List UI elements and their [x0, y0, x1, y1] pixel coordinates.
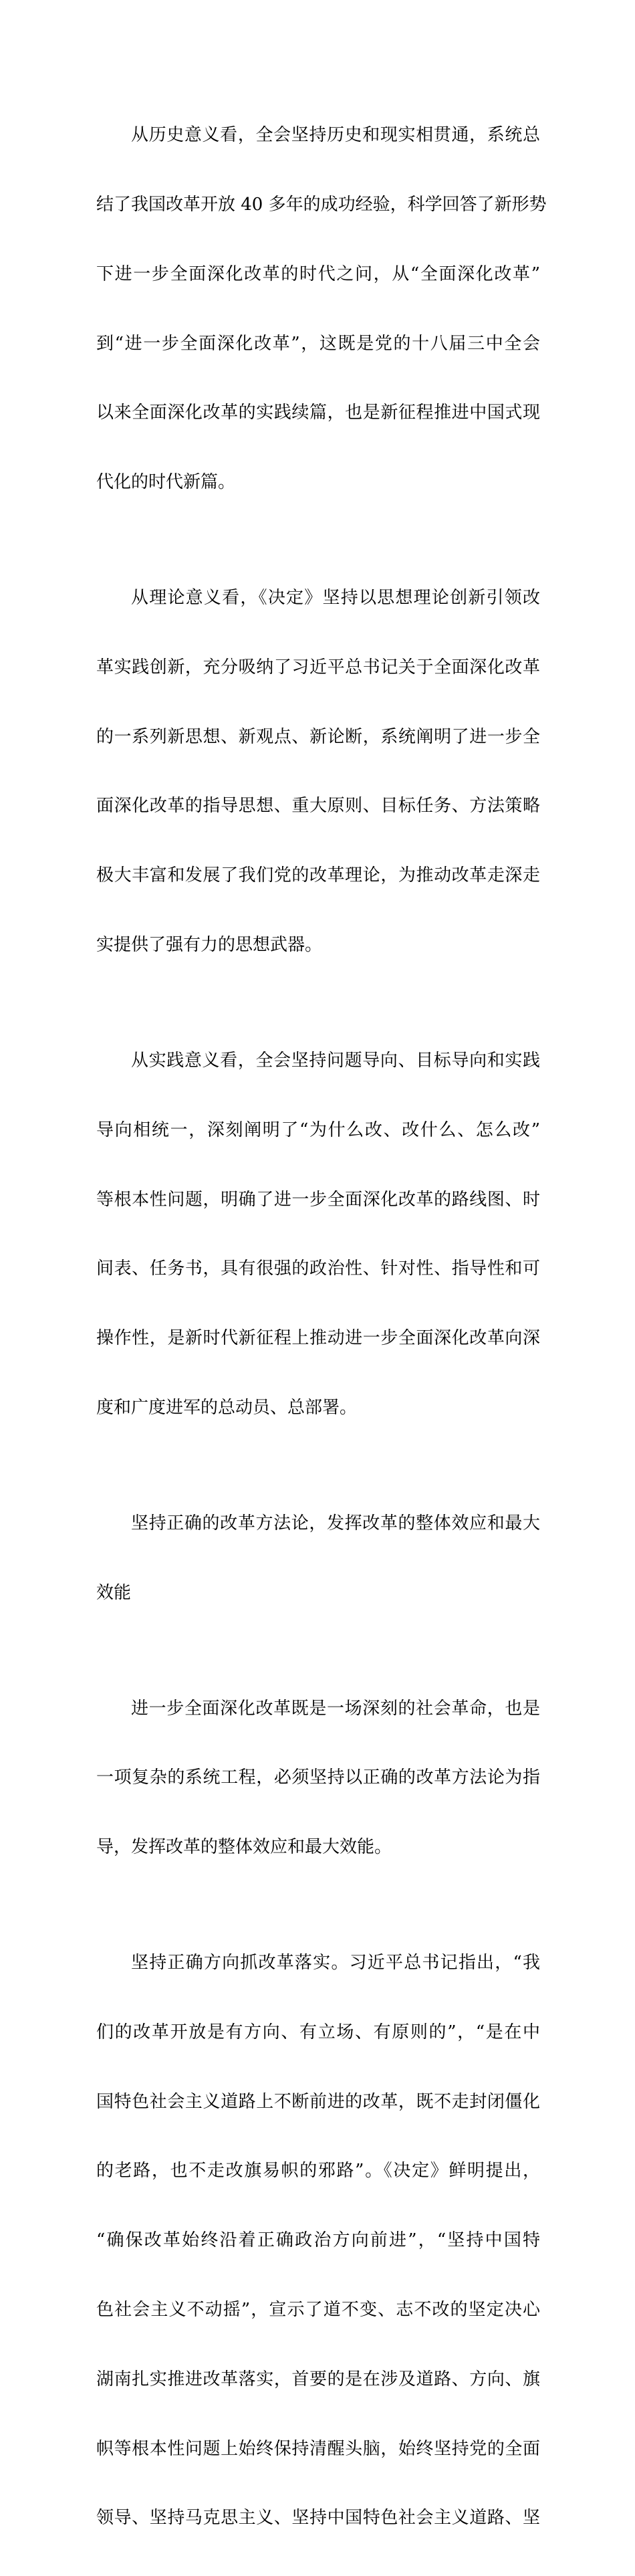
paragraph-theory-significance	[96, 540, 540, 1003]
text-line: 从理论意义看，《决定》坚持以思想理论创新引领改	[131, 588, 540, 609]
text-line: 实提供了强有力的思想武器。	[96, 934, 323, 955]
text-line: 帜等根本性问题上始终保持清醒头脑，始终坚持党的全面	[96, 2438, 540, 2459]
text-line: 代化的时代新篇。	[96, 472, 236, 493]
text-line: 间表、任务书，具有很强的政治性、针对性、指导性和可	[96, 1259, 540, 1279]
text-line: 极大丰富和发展了我们党的改革理论，为推动改革走深走	[96, 865, 540, 886]
paragraph-correct-direction	[96, 1905, 540, 2576]
text-line: 国特色社会主义道路上不断前进的改革，既不走封闭僵化	[96, 2091, 540, 2112]
text-line: 色社会主义不动摇”，宣示了道不变、志不改的坚定决心	[96, 2300, 540, 2320]
text-line: 的老路，也不走改旗易帜的邪路”。《决定》鲜明提出，	[96, 2161, 540, 2181]
text-line: 度和广度进军的总动员、总部署。	[96, 1397, 358, 1418]
text-line: 湖南扎实推进改革落实，首要的是在涉及道路、方向、旗	[96, 2369, 540, 2389]
text-line: 革实践创新，充分吸纳了习近平总书记关于全面深化改革	[96, 657, 540, 677]
text-line: 坚持正确方向抓改革落实。习近平总书记指出，“我	[131, 1953, 540, 1973]
text-line: 一项复杂的系统工程，必须坚持以正确的改革方法论为指	[96, 1767, 540, 1788]
text-line: 从历史意义看，全会坚持历史和现实相贯通，系统总	[131, 125, 540, 146]
text-line: 进一步全面深化改革既是一场深刻的社会革命，也是	[131, 1698, 540, 1719]
text-line: 导，发挥改革的整体效应和最大效能。	[96, 1837, 392, 1858]
text-line: 下进一步全面深化改革的时代之问，从“全面深化改革”	[96, 263, 540, 284]
text-line: “确保改革始终沿着正确政治方向前进”，“坚持中国特	[96, 2230, 540, 2251]
paragraph-history-significance	[96, 78, 547, 540]
text-line: 领导、坚持马克思主义、坚持中国特色社会主义道路、坚	[96, 2508, 540, 2529]
text-line: 到“进一步全面深化改革”，这既是党的十八届三中全会	[96, 333, 540, 354]
paragraph-practice-significance	[96, 1003, 540, 1466]
text-line: 们的改革开放是有方向、有立场、有原则的”，“是在中	[96, 2022, 540, 2042]
document-page	[96, 78, 547, 2576]
text-line: 坚持正确的改革方法论，发挥改革的整体效应和最大	[131, 1513, 540, 1533]
text-line: 从实践意义看，全会坚持问题导向、目标导向和实践	[131, 1050, 540, 1071]
text-line: 结了我国改革开放 40 多年的成功经验，科学回答了新形势	[96, 194, 547, 215]
text-line: 面深化改革的指导思想、重大原则、目标任务、方法策略	[96, 796, 540, 817]
section-heading-method	[96, 1466, 540, 1651]
paragraph-system-engineering	[96, 1650, 540, 1905]
text-line: 操作性，是新时代新征程上推动进一步全面深化改革向深	[96, 1328, 540, 1349]
text-line: 效能	[96, 1582, 132, 1603]
text-line: 等根本性问题，明确了进一步全面深化改革的路线图、时	[96, 1189, 540, 1210]
text-line: 导向相统一，深刻阐明了“为什么改、改什么、怎么改”	[96, 1119, 540, 1140]
text-line: 以来全面深化改革的实践续篇，也是新征程推进中国式现	[96, 403, 540, 423]
text-line: 的一系列新思想、新观点、新论断，系统阐明了进一步全	[96, 726, 540, 747]
